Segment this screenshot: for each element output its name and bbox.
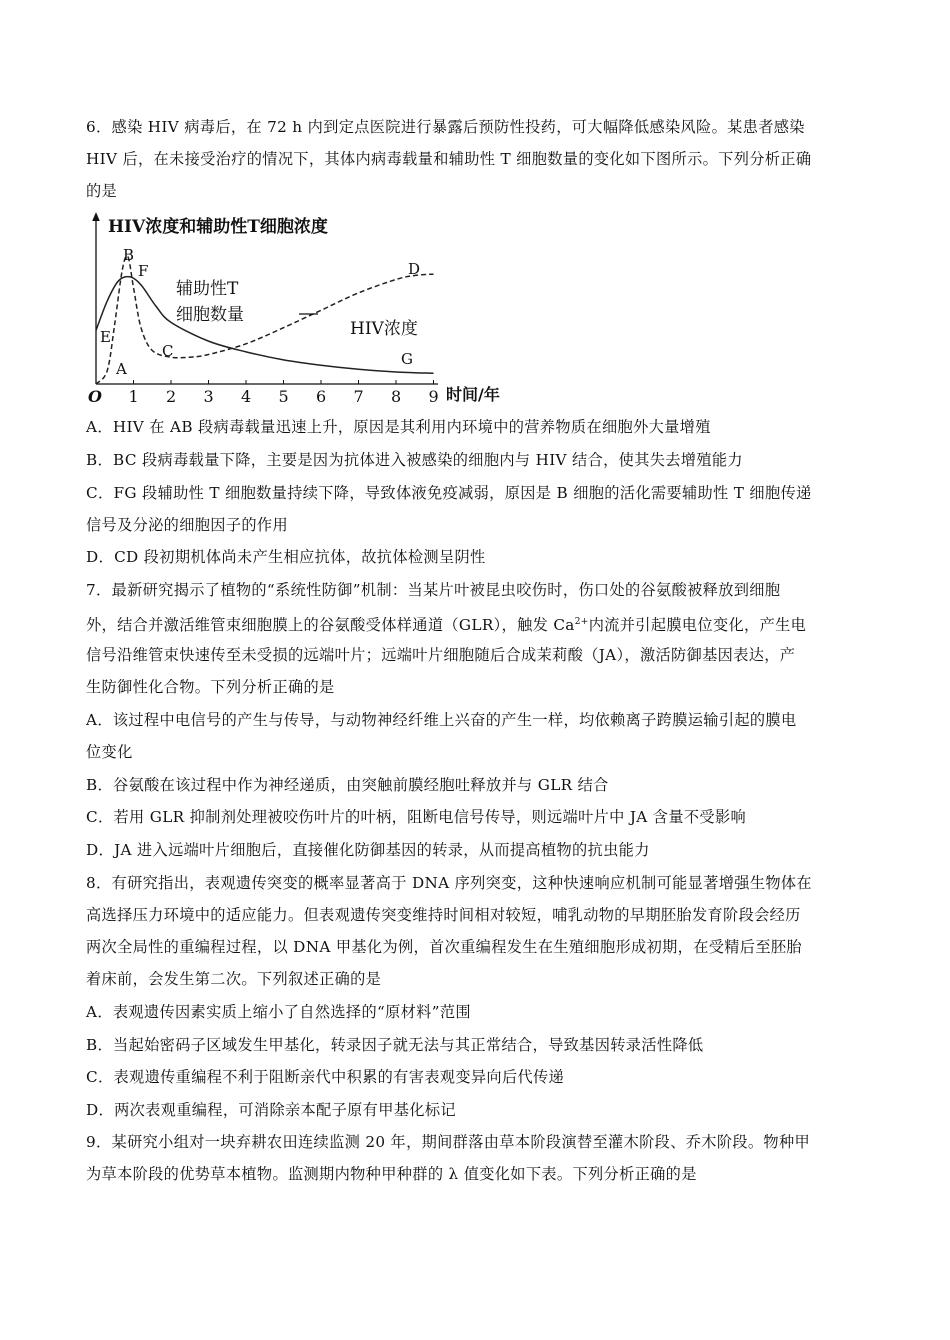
x-tick-label: 7: [353, 387, 364, 406]
hiv-series-name: HIV浓度: [350, 319, 418, 339]
q7-option-b: B．谷氨酸在该过程中作为神经递质，由突触前膜经胞吐释放并与 GLR 结合: [86, 776, 609, 794]
origin-label: O: [88, 387, 102, 406]
x-tick-label: 1: [128, 387, 139, 406]
x-tick-label: 4: [241, 387, 252, 406]
q8-stem-line3: 两次全局性的重编程过程，以 DNA 甲基化为例，首次重编程发生在生殖细胞形成初期，在受精后至胚胎: [86, 938, 802, 956]
q9-stem-line1: 9．某研究小组对一块弃耕农田连续监测 20 年，期间群落由草本阶段演替至灌木阶段、乔木阶段。物种甲: [86, 1133, 811, 1151]
q8-option-c: C．表观遗传重编程不利于阻断亲代中积累的有害表观变异向后代传递: [86, 1068, 565, 1086]
tcell-series-name-2: 细胞数量: [176, 305, 244, 325]
x-tick-label: 2: [166, 387, 177, 406]
point-label-f: F: [138, 262, 149, 280]
q7-option-d: D．JA 进入远端叶片细胞后，直接催化防御基因的转录，从而提高植物的抗虫能力: [86, 841, 650, 859]
q6-option-c-line1: C．FG 段辅助性 T 细胞数量持续下降，导致体液免疫减弱，原因是 B 细胞的活化需要辅助性 T 细胞传递: [86, 484, 812, 502]
x-axis-label: 时间/年: [446, 385, 500, 404]
point-label-c: C: [162, 342, 174, 360]
q9-stem-line2: 为草本阶段的优势草本植物。监测期内物种甲种群的 λ 值变化如下表。下列分析正确的是: [86, 1165, 697, 1183]
q8-stem-line2: 高选择压力环境中的适应能力。但表观遗传突变维持时间相对较短，哺乳动物的早期胚胎发育阶段会经历: [86, 906, 801, 924]
y-axis-label: HIV浓度和辅助性T细胞浓度: [108, 217, 328, 237]
q6-stem-line2: HIV 后，在未接受治疗的情况下，其体内病毒载量和辅助性 T 细胞数量的变化如下图所示。下列分析正确: [86, 150, 812, 168]
x-tick-label: 8: [391, 387, 402, 406]
q7-stem-line1: 7．最新研究揭示了植物的“系统性防御”机制：当某片叶被昆虫咬伤时，伤口处的谷氨酸被释放到细胞: [86, 581, 781, 599]
q7-option-c: C．若用 GLR 抑制剂处理被咬伤叶片的叶柄，阻断电信号传导，则远端叶片中 JA 含量不受影响: [86, 808, 747, 826]
q8-option-b: B．当起始密码子区域发生甲基化，转录因子就无法与其正常结合，导致基因转录活性降低: [86, 1036, 704, 1054]
q8-option-d: D．两次表观重编程，可消除亲本配子原有甲基化标记: [86, 1101, 456, 1119]
q7-stem-line2-pre: 外，结合并激活维管束细胞膜上的谷氨酸受体样通道（GLR），触发 Ca: [86, 616, 575, 635]
point-label-g: G: [401, 350, 413, 368]
q8-option-a: A．表观遗传因素实质上缩小了自然选择的“原材料”范围: [86, 1003, 471, 1021]
q6-stem-line3: 的是: [86, 182, 118, 200]
q7-stem-line2-post: 内流并引起膜电位变化，产生电: [588, 616, 807, 635]
q6-option-d: D．CD 段初期机体尚未产生相应抗体，故抗体检测呈阴性: [86, 548, 486, 566]
q7-calcium-charge: 2+: [574, 617, 589, 627]
q7-stem-line3: 信号沿维管束快速传至未受损的远端叶片；远端叶片细胞随后合成茉莉酸（JA），激活防御基因表达，产: [86, 646, 796, 664]
point-label-a: A: [116, 360, 127, 378]
q7-option-a-line1: A．该过程中电信号的产生与传导，与动物神经纤维上兴奋的产生一样，均依赖离子跨膜运输引起的膜电: [86, 711, 797, 729]
q7-stem-line2: [86, 611, 866, 636]
point-label-b: B: [123, 246, 135, 264]
q6-stem-line1: 6．感染 HIV 病毒后，在 72 h 内到定点医院进行暴露后预防性投药，可大幅降低感染风险。某患者感染: [86, 118, 805, 136]
q7-option-a-line2: 位变化: [86, 743, 133, 761]
x-tick-label: 5: [278, 387, 289, 406]
point-label-d: D: [408, 260, 421, 278]
x-tick-label: 3: [203, 387, 214, 406]
point-label-e: E: [100, 328, 111, 346]
q7-stem-line4: 生防御性化合物。下列分析正确的是: [86, 678, 335, 696]
hiv-chart: [86, 210, 526, 410]
x-tick-label: 9: [428, 387, 439, 406]
tcell-series-name-1: 辅助性T: [176, 279, 239, 299]
q6-option-a: A．HIV 在 AB 段病毒载量迅速上升，原因是其利用内环境中的营养物质在细胞外大量增殖: [86, 418, 711, 436]
q8-stem-line4: 着床前，会发生第二次。下列叙述正确的是: [86, 970, 382, 988]
q8-stem-line1: 8．有研究指出，表观遗传突变的概率显著高于 DNA 序列突变，这种快速响应机制可能显著增强生物体在: [86, 874, 812, 892]
q6-option-b: B．BC 段病毒载量下降，主要是因为抗体进入被感染的细胞内与 HIV 结合，使其失去增殖能力: [86, 451, 743, 469]
x-tick-label: 6: [316, 387, 327, 406]
q6-option-c-line2: 信号及分泌的细胞因子的作用: [86, 516, 288, 534]
